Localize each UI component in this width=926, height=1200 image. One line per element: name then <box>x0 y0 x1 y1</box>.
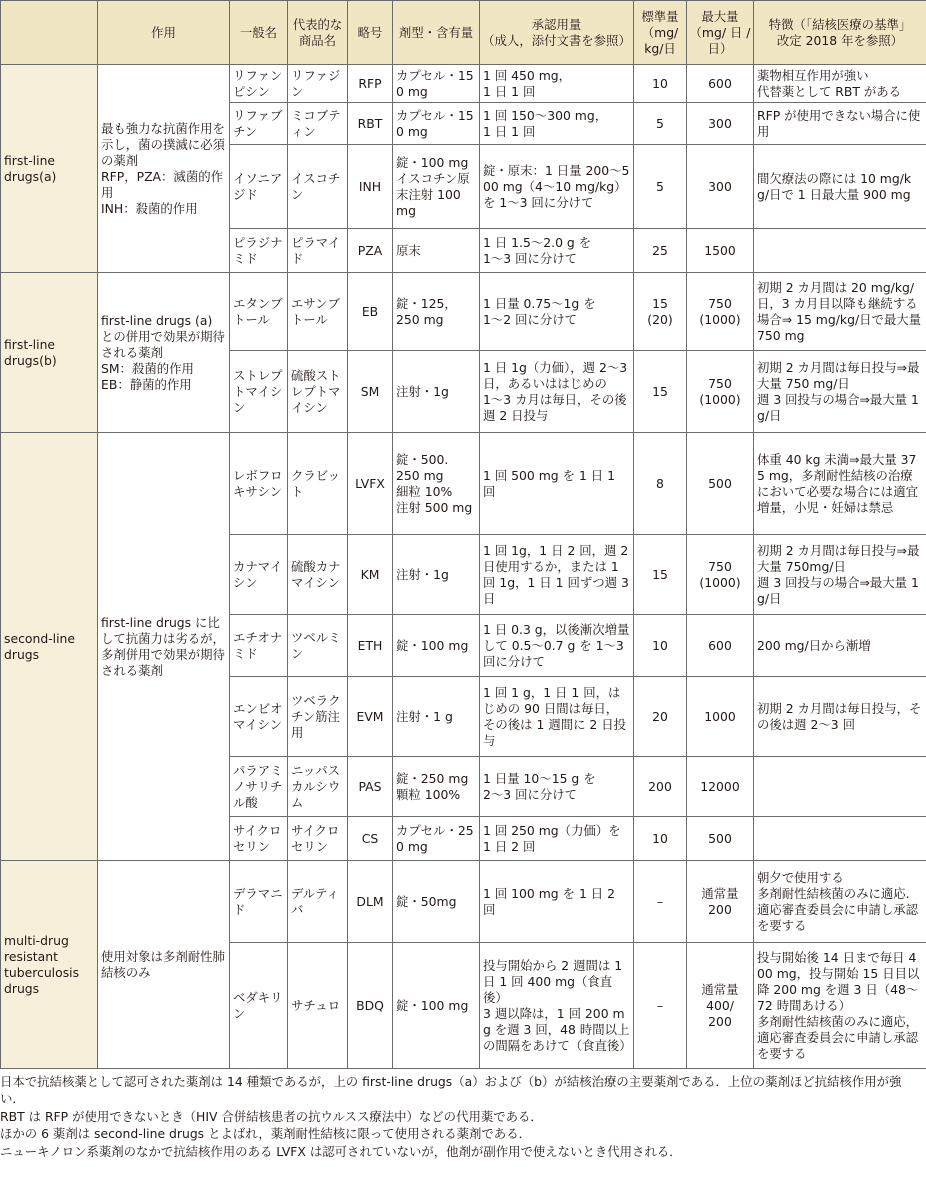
generic-cell: エタンブトール <box>230 273 288 351</box>
max-cell: 750 (1000) <box>687 273 754 351</box>
generic-cell: パラアミノサリチル酸 <box>230 757 288 817</box>
standard-cell: 8 <box>634 433 687 535</box>
max-cell: 600 <box>687 65 754 103</box>
max-cell: 1000 <box>687 677 754 757</box>
form-cell: 注射・1 g <box>393 677 480 757</box>
brand-cell: イスコチン <box>288 145 348 229</box>
brand-cell: リファジン <box>288 65 348 103</box>
features-cell: 体重 40 kg 未満⇒最大量 375 mg，多剤耐性結核の治療において必要な場合には適宜増量，小児・妊婦は禁忌 <box>754 433 926 535</box>
brand-cell: ミコブティン <box>288 103 348 145</box>
standard-cell: – <box>634 943 687 1069</box>
max-cell: 750 (1000) <box>687 351 754 433</box>
action-cell: first-line drugs (a) との併用で効果が期待される薬剤 SM：殺菌的作用 EB：静菌的作用 <box>98 273 230 433</box>
abbr-cell: RBT <box>348 103 393 145</box>
header-dosage: 承認用量 （成人，添付文書を参照） <box>480 1 634 65</box>
features-cell <box>754 817 926 861</box>
abbr-cell: ETH <box>348 615 393 677</box>
standard-cell: 20 <box>634 677 687 757</box>
header-features: 特徴（「結核医療の基準」 改定 2018 年を参照） <box>754 1 926 65</box>
form-cell: 原末 <box>393 229 480 273</box>
table-row <box>1 433 926 535</box>
form-cell: カプセル・250 mg <box>393 817 480 861</box>
header-abbr: 略号 <box>348 1 393 65</box>
generic-cell: リファブチン <box>230 103 288 145</box>
standard-cell: 10 <box>634 615 687 677</box>
abbr-cell: PAS <box>348 757 393 817</box>
abbr-cell: CS <box>348 817 393 861</box>
features-cell: RFP が使用できない場合に使用 <box>754 103 926 145</box>
brand-cell: 硫酸ストレプトマイシン <box>288 351 348 433</box>
generic-cell: サイクロセリン <box>230 817 288 861</box>
abbr-cell: RFP <box>348 65 393 103</box>
features-cell <box>754 229 926 273</box>
abbr-cell: EVM <box>348 677 393 757</box>
standard-cell: 5 <box>634 103 687 145</box>
abbr-cell: SM <box>348 351 393 433</box>
form-cell: 注射・1g <box>393 351 480 433</box>
header-category <box>1 1 98 65</box>
dosage-cell: 1 回 1 g，1 日 1 回，はじめの 90 日間は毎日，その後は 1 週間に 2 日投与 <box>480 677 634 757</box>
standard-cell: 15 <box>634 535 687 615</box>
table-row <box>1 65 926 103</box>
category-cell: second-line drugs <box>1 433 98 861</box>
category-cell: first-line drugs(a) <box>1 65 98 273</box>
footnote: 日本で抗結核薬として認可された薬剤は 14 種類であるが，上の first-line drugs（a）および（b）が結核治療の主要薬剤である．上位の薬剤ほど抗結核作用が強い． <box>0 1074 902 1107</box>
table-row <box>1 273 926 351</box>
abbr-cell: LVFX <box>348 433 393 535</box>
category-cell: first-line drugs(b) <box>1 273 98 433</box>
dosage-cell: 1 日量 0.75〜1g を 1〜2 回に分けて <box>480 273 634 351</box>
generic-cell: ピラジナミド <box>230 229 288 273</box>
features-cell: 初期 2 カ月間は毎日投与⇒最大量 750mg/日 週 3 回投与の場合⇒最大量 1 g/日 <box>754 535 926 615</box>
brand-cell: ニッパスカルシウム <box>288 757 348 817</box>
brand-cell: クラビット <box>288 433 348 535</box>
standard-cell: 15 <box>634 351 687 433</box>
form-cell: 錠・100 mg <box>393 615 480 677</box>
max-cell: 通常量 400/ 200 <box>687 943 754 1069</box>
brand-cell: 硫酸カナマイシン <box>288 535 348 615</box>
standard-cell: 10 <box>634 817 687 861</box>
action-cell: 使用対象は多剤耐性肺結核のみ <box>98 861 230 1069</box>
standard-cell: 5 <box>634 145 687 229</box>
features-cell: 投与開始後 14 日まで毎日 400 mg，投与開始 15 日目以降 200 mg を週 3 日（48〜72 時間あける） 多剤耐性結核菌のみに適応，適応審査委員会に申請し承認を要する <box>754 943 926 1069</box>
dosage-cell: 1 日 1.5〜2.0 g を 1〜3 回に分けて <box>480 229 634 273</box>
features-cell <box>754 757 926 817</box>
form-cell: 錠・50mg <box>393 861 480 943</box>
form-cell: カプセル・150 mg <box>393 103 480 145</box>
category-cell: multi-drug resistant tuberculosis drugs <box>1 861 98 1069</box>
max-cell: 300 <box>687 145 754 229</box>
dosage-cell: 1 回 250 mg（力価）を 1 日 2 回 <box>480 817 634 861</box>
dosage-cell: 1 日量 10〜15 g を 2〜3 回に分けて <box>480 757 634 817</box>
footnote: RBT は RFP が使用できないとき（HIV 合併結核患者の抗ウルスス療法中）などの代用薬である． <box>0 1108 543 1124</box>
brand-cell: デルティバ <box>288 861 348 943</box>
brand-cell: ツベラクチン筋注用 <box>288 677 348 757</box>
dosage-cell: 1 回 450 mg， 1 日 1 回 <box>480 65 634 103</box>
dosage-cell: 1 回 100 mg を 1 日 2 回 <box>480 861 634 943</box>
generic-cell: ストレプトマイシン <box>230 351 288 433</box>
max-cell: 500 <box>687 433 754 535</box>
brand-cell: サイクロセリン <box>288 817 348 861</box>
header-max: 最大量 （mg/ 日 / 日） <box>687 1 754 65</box>
max-cell: 600 <box>687 615 754 677</box>
generic-cell: ベダキリン <box>230 943 288 1069</box>
brand-cell: ツベルミン <box>288 615 348 677</box>
generic-cell: イソニアジド <box>230 145 288 229</box>
form-cell: 錠・100 mg <box>393 943 480 1069</box>
standard-cell: 10 <box>634 65 687 103</box>
action-cell: 最も強力な抗菌作用を示し，菌の撲滅に必須の薬剤 RFP，PZA：滅菌的作用 INH：殺菌的作用 <box>98 65 230 273</box>
dosage-cell: 1 日 1g（力価），週 2〜3 日，あるいははじめの 1〜3 カ月は毎日，その後週 2 日投与 <box>480 351 634 433</box>
max-cell: 通常量 200 <box>687 861 754 943</box>
generic-cell: デラマニド <box>230 861 288 943</box>
header-brand: 代表的な 商品名 <box>288 1 348 65</box>
abbr-cell: INH <box>348 145 393 229</box>
header-form: 剤型・含有量 <box>393 1 480 65</box>
generic-cell: エンビオマイシン <box>230 677 288 757</box>
dosage-cell: 錠・原末：1 日量 200〜500 mg（4〜10 mg/kg）を 1〜3 回に分けて <box>480 145 634 229</box>
features-cell: 初期 2 カ月間は毎日投与⇒最大量 750 mg/日 週 3 回投与の場合⇒最大量 1 g/日 <box>754 351 926 433</box>
standard-cell: 15 (20) <box>634 273 687 351</box>
abbr-cell: EB <box>348 273 393 351</box>
brand-cell: ピラマイド <box>288 229 348 273</box>
dosage-cell: 投与開始から 2 週間は 1 日 1 回 400 mg（食直後） 3 週以降は，1 回 200 mg を週 3 回，48 時間以上の間隔をあけて（食直後） <box>480 943 634 1069</box>
features-cell: 朝夕で使用する 多剤耐性結核菌のみに適応. 適応審査委員会に申請し承認を要する <box>754 861 926 943</box>
generic-cell: カナマイシン <box>230 535 288 615</box>
header-row <box>1 1 926 65</box>
footnote: ほかの 6 薬剤は second-line drugs とよばれ，薬剤耐性結核に限って使用される薬剤である． <box>0 1126 531 1142</box>
generic-cell: エチオナミド <box>230 615 288 677</box>
dosage-cell: 1 回 1g，1 日 2 回，週 2 日使用するか，または 1 回 1g，1 日 1 回ずつ週 3 日 <box>480 535 634 615</box>
dosage-cell: 1 日 0.3 g，以後漸次増量して 0.5〜0.7 g を 1〜3 回に分けて <box>480 615 634 677</box>
features-cell: 200 mg/日から漸増 <box>754 615 926 677</box>
features-cell: 間欠療法の際には 10 mg/kg/日で 1 日最大量 900 mg <box>754 145 926 229</box>
brand-cell: サチュロ <box>288 943 348 1069</box>
form-cell: 注射・1g <box>393 535 480 615</box>
dosage-cell: 1 回 150〜300 mg， 1 日 1 回 <box>480 103 634 145</box>
brand-cell: エサンブトール <box>288 273 348 351</box>
dosage-cell: 1 回 500 mg を 1 日 1 回 <box>480 433 634 535</box>
generic-cell: レボフロキサシン <box>230 433 288 535</box>
max-cell: 300 <box>687 103 754 145</box>
abbr-cell: PZA <box>348 229 393 273</box>
standard-cell: 200 <box>634 757 687 817</box>
footnotes <box>0 1069 926 1160</box>
header-standard: 標準量 （mg/ kg/日 <box>634 1 687 65</box>
form-cell: 錠・500. 250 mg 細粒 10% 注射 500 mg <box>393 433 480 535</box>
standard-cell: 25 <box>634 229 687 273</box>
action-cell: first-line drugs に比して抗菌力は劣るが，多剤併用で効果が期待される薬剤 <box>98 433 230 861</box>
max-cell: 12000 <box>687 757 754 817</box>
footnote: ニューキノロン系薬剤のなかで抗結核作用のある LVFX は認可されていないが，他剤が副作用で使えないとき代用される． <box>0 1143 682 1159</box>
max-cell: 500 <box>687 817 754 861</box>
form-cell: カプセル・150 mg <box>393 65 480 103</box>
form-cell: 錠・100 mg イスコチン原末注射 100 mg <box>393 145 480 229</box>
features-cell: 薬物相互作用が強い 代替薬として RBT がある <box>754 65 926 103</box>
max-cell: 750 (1000) <box>687 535 754 615</box>
generic-cell: リファンピシン <box>230 65 288 103</box>
header-generic: 一般名 <box>230 1 288 65</box>
abbr-cell: KM <box>348 535 393 615</box>
features-cell: 初期 2 カ月間は毎日投与，その後は週 2〜3 回 <box>754 677 926 757</box>
abbr-cell: BDQ <box>348 943 393 1069</box>
form-cell: 錠・250 mg 顆粒 100% <box>393 757 480 817</box>
features-cell: 初期 2 カ月間は 20 mg/kg/日，3 カ月目以降も継続する場合⇒ 15 mg/kg/日で最大量 750 mg <box>754 273 926 351</box>
max-cell: 1500 <box>687 229 754 273</box>
header-action: 作用 <box>98 1 230 65</box>
table-row <box>1 861 926 943</box>
abbr-cell: DLM <box>348 861 393 943</box>
form-cell: 錠・125， 250 mg <box>393 273 480 351</box>
standard-cell: – <box>634 861 687 943</box>
